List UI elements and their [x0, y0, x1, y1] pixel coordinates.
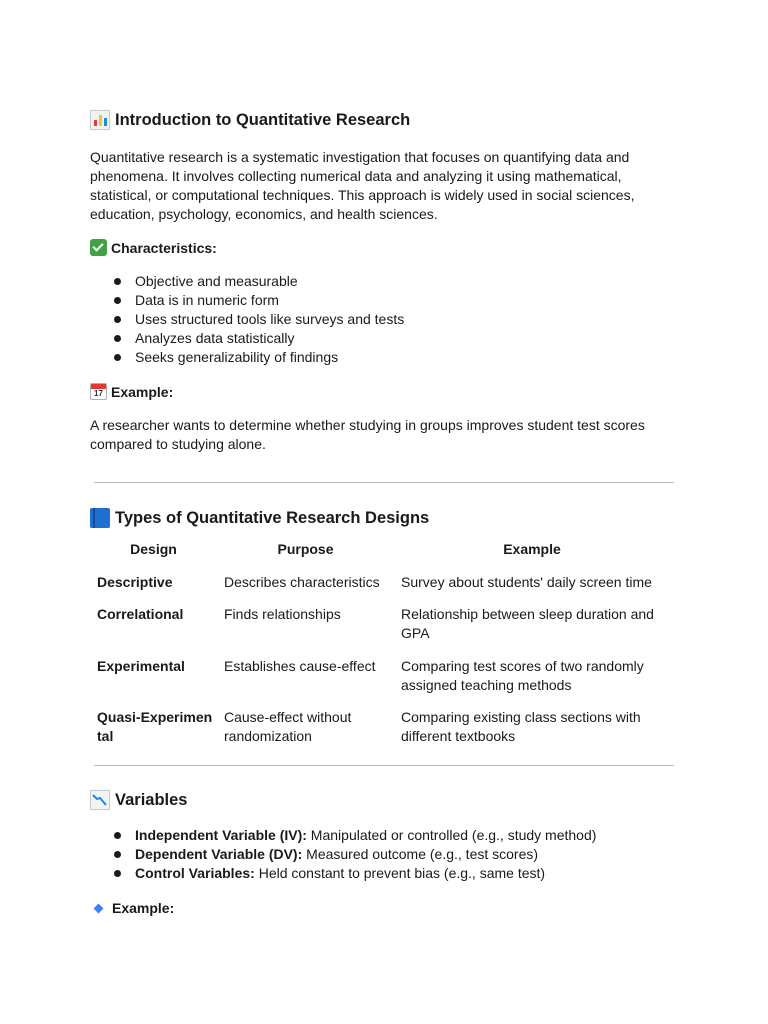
table-row — [90, 657, 670, 695]
variable-term: Dependent Variable (DV): — [135, 846, 303, 862]
section-heading-variables — [90, 790, 187, 810]
divider — [94, 482, 674, 483]
variable-description: Held constant to prevent bias (e.g., same test) — [254, 865, 546, 881]
list-item: Objective and measurable — [112, 272, 404, 291]
variable-term: Independent Variable (IV): — [135, 827, 307, 843]
example-heading-label: Example: — [112, 900, 175, 916]
example-heading-label: Example: — [111, 383, 174, 400]
table-cell: Comparing existing class sections with different textbooks — [401, 709, 641, 744]
table-row — [90, 605, 670, 643]
divider — [94, 765, 674, 766]
list-item: Data is in numeric form — [112, 291, 404, 310]
section-title: Types of Quantitative Research Designs — [115, 508, 430, 527]
section-heading-intro — [90, 110, 410, 130]
section-title: Variables — [115, 790, 188, 809]
table-row — [90, 708, 670, 746]
table-cell: Establishes cause-effect — [224, 658, 376, 674]
table-cell: Finds relationships — [224, 606, 341, 622]
variables-example-heading — [90, 900, 174, 916]
variable-term: Control Variables: — [135, 865, 255, 881]
section-heading-designs — [90, 508, 429, 528]
variable-description: Manipulated or controlled (e.g., study method) — [306, 827, 597, 843]
list-item — [112, 826, 596, 845]
list-item: Seeks generalizability of findings — [112, 348, 404, 367]
table-cell: Survey about students' daily screen time — [401, 574, 652, 590]
list-item — [112, 864, 596, 883]
check-mark-icon — [90, 239, 107, 256]
calendar-icon — [90, 383, 107, 400]
table-cell: Experimental — [97, 658, 185, 674]
list-item: Uses structured tools like surveys and tests — [112, 310, 404, 329]
table-cell: Correlational — [97, 606, 184, 622]
variables-list — [112, 826, 596, 883]
blue-book-icon — [90, 508, 110, 528]
table-header-cell: Purpose — [277, 541, 334, 557]
example-paragraph: A researcher wants to determine whether studying in groups improves student test scores compared to studying alone. — [90, 417, 645, 452]
intro-paragraph: Quantitative research is a systematic investigation that focuses on quantifying data and phenomena. It involves collecting numerical data and analyzing it using mathematical, statistical, or computational techniques. This approach is widely used in social sciences, education, psychology, economics, and health sciences. — [90, 149, 635, 222]
variable-description: Measured outcome (e.g., test scores) — [302, 846, 539, 862]
example-heading — [90, 383, 173, 400]
table-cell: Comparing test scores of two randomly assigned teaching methods — [401, 658, 644, 693]
small-blue-diamond-icon — [94, 903, 104, 913]
bar-chart-icon — [90, 110, 110, 130]
table-cell: Descriptive — [97, 574, 173, 590]
list-item — [112, 845, 596, 864]
chart-decreasing-icon — [90, 790, 110, 810]
section-title: Introduction to Quantitative Research — [115, 110, 411, 129]
characteristics-heading-label: Characteristics: — [111, 239, 217, 256]
table-cell: Quasi-Experimen tal — [97, 709, 213, 744]
table-cell: Relationship between sleep duration and GPA — [401, 606, 654, 641]
table-header-cell: Example — [503, 541, 561, 557]
table-row — [90, 573, 670, 592]
table-cell: Describes characteristics — [224, 574, 380, 590]
characteristics-list — [112, 272, 404, 367]
table-header-row — [90, 540, 670, 559]
table-header-cell: Design — [130, 541, 177, 557]
list-item: Analyzes data statistically — [112, 329, 404, 348]
table-cell: Cause-effect without randomization — [224, 709, 352, 744]
characteristics-heading — [90, 239, 217, 256]
